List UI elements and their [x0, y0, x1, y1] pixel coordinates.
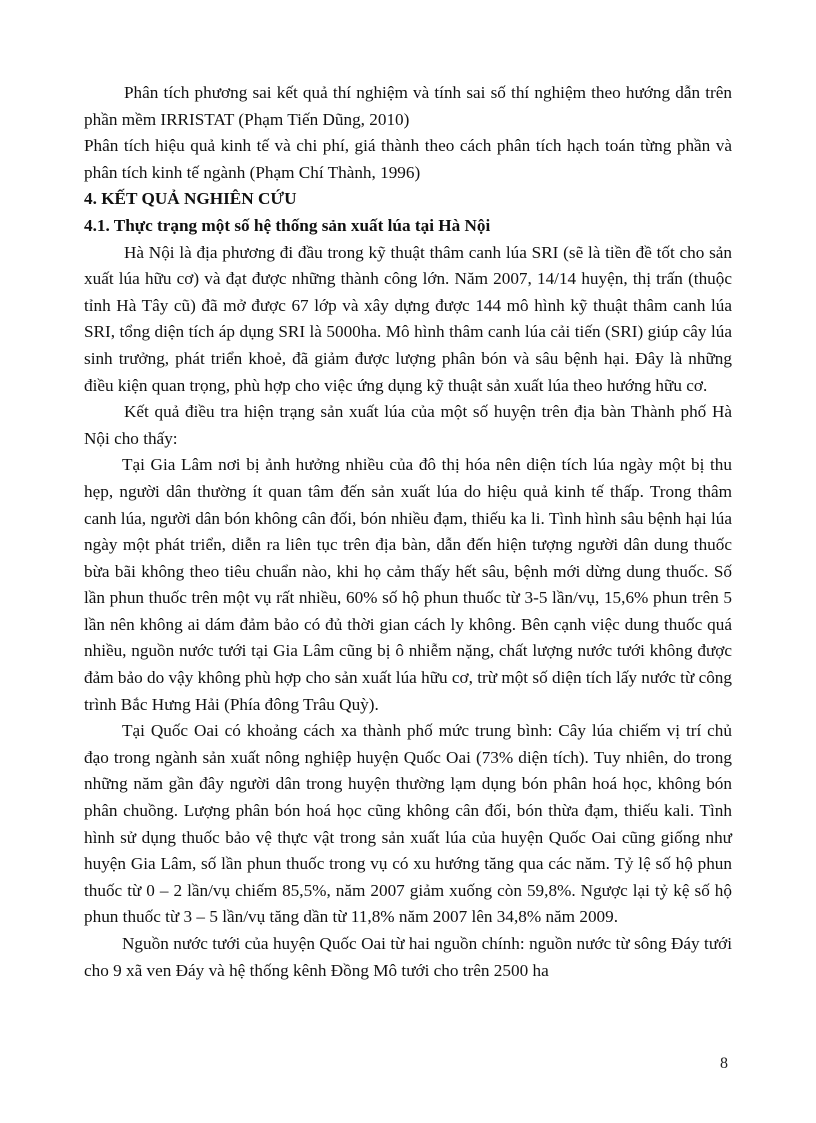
paragraph-sri-intro: Hà Nội là địa phương đi đầu trong kỹ thuật thâm canh lúa SRI (sẽ là tiền đề tốt cho sản xuất lúa hữu cơ) và đạt được những thành công lớn. Năm 2007, 14/14 huyện, thị trấn (thuộc tỉnh Hà Tây cũ) đã mở được 67 lớp và xây dựng được 144 mô hình kỹ thuật thâm canh lúa SRI, tổng diện tích áp dụng SRI là 5000ha. Mô hình thâm canh lúa cải tiến (SRI) giúp cây lúa sinh trưởng, phát triển khoẻ, đã giảm được lượng phân bón và sâu bệnh hại. Đây là những điều kiện quan trọng, phù hợp cho việc ứng dụng kỹ thuật sản xuất lúa theo hướng hữu cơ.: [84, 242, 732, 395]
page-number: 8: [720, 1055, 728, 1072]
paragraph-gia-lam: Tại Gia Lâm nơi bị ảnh hưởng nhiều của đô thị hóa nên diện tích lúa ngày một bị thu hẹp, người dân thường ít quan tâm đến sản xuất lúa do hiệu quả kinh tế thấp. Trong thâm canh lúa, người dân bón không cân đối, bón nhiều đạm, thiếu ka li. Tình hình sâu bệnh hại lúa ngày một phát triển, diễn ra liên tục trên địa bàn, dẫn đến hiện tượng người dân dung thuốc bừa bãi không theo tiêu chuẩn nào, khi họ cảm thấy hết sâu, bệnh mới dừng dung thuốc. Số lần phun thuốc trên một vụ rất nhiều, 60% số hộ phun thuốc từ 3-5 lần/vụ, 15,6% phun trên 5 lần nên không ai dám đảm bảo có đủ thời gian cách ly không. Bên cạnh việc dung thuốc quá nhiều, nguồn nước tưới tại Gia Lâm cũng bị ô nhiễm nặng, chất lượng nước tưới không được đảm bảo do vậy không phù hợp cho sản xuất lúa hữu cơ, trừ một số diện tích lấy nước từ công trình Bắc Hưng Hải (Phía đông Trâu Quỳ).: [84, 455, 732, 714]
paragraph-economic-analysis: Phân tích hiệu quả kinh tế và chi phí, giá thành theo cách phân tích hạch toán từng phần và phân tích kinh tế ngành (Phạm Chí Thành, 1996): [84, 136, 732, 182]
paragraph-quoc-oai: Tại Quốc Oai có khoảng cách xa thành phố mức trung bình: Cây lúa chiếm vị trí chủ đạo trong ngành sản xuất nông nghiệp huyện Quốc Oai (73% diện tích). Tuy nhiên, do trong những năm gần đây người dân trong huyện thường lạm dụng bón phân hoá học, không bón phân chuồng. Lượng phân bón hoá học cũng không cân đối, bón thừa đạm, thiếu kali. Tình hình sử dụng thuốc bảo vệ thực vật trong sản xuất lúa của huyện Quốc Oai cũng giống như huyện Gia Lâm, số lần phun thuốc trong vụ có xu hướng tăng qua các năm. Tỷ lệ số hộ phun thuốc từ 0 – 2 lần/vụ chiếm 85,5%, năm 2007 giảm xuống còn 59,8%. Ngược lại tỷ kệ số hộ phun thuốc từ 3 – 5 lần/vụ tăng dần từ 11,8% năm 2007 lên 34,8% năm 2009.: [84, 721, 732, 927]
paragraph-irristat-analysis: Phân tích phương sai kết quả thí nghiệm và tính sai số thí nghiệm theo hướng dẫn trên phần mềm IRRISTAT (Phạm Tiến Dũng, 2010): [84, 83, 732, 129]
document-page: [84, 80, 732, 984]
paragraph-irrigation: Nguồn nước tưới của huyện Quốc Oai từ hai nguồn chính: nguồn nước từ sông Đáy tưới cho 9 xã ven Đáy và hệ thống kênh Đồng Mô tưới cho trên 2500 ha: [84, 934, 732, 980]
paragraph-survey-intro: Kết quả điều tra hiện trạng sản xuất lúa của một số huyện trên địa bàn Thành phố Hà Nội cho thấy:: [84, 402, 732, 448]
section-heading-results: 4. KẾT QUẢ NGHIÊN CỨU: [84, 189, 297, 209]
subsection-heading-hanoi: 4.1. Thực trạng một số hệ thống sản xuất lúa tại Hà Nội: [84, 215, 491, 235]
